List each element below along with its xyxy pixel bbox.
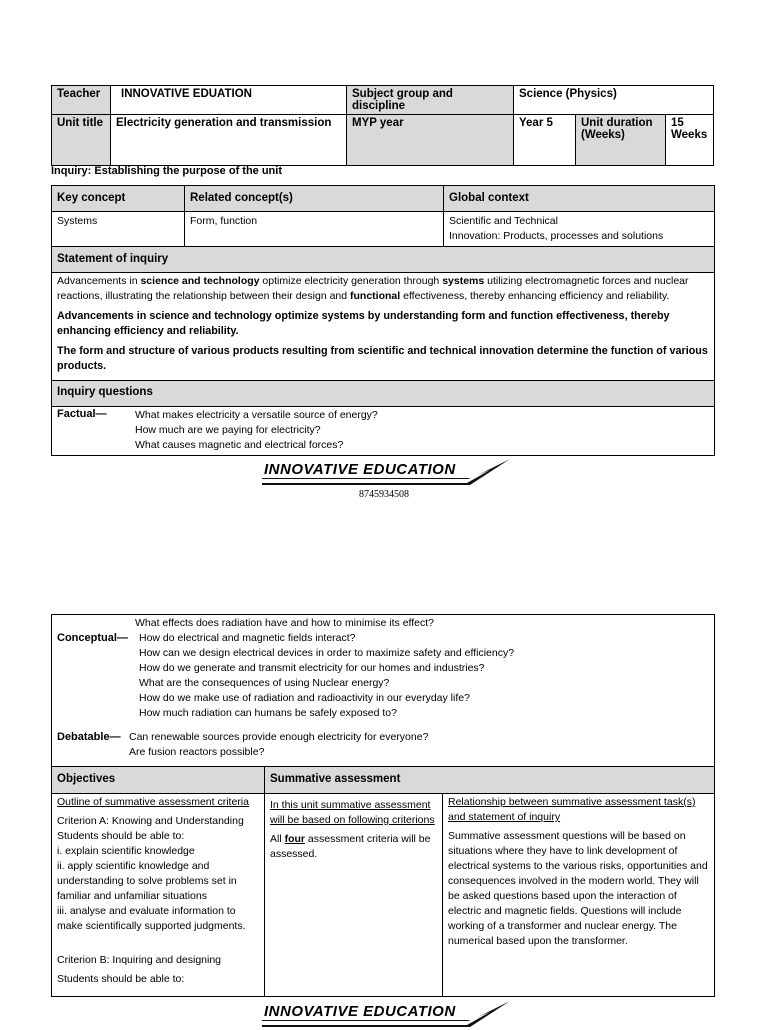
criterion-a: Criterion A: Knowing and Understanding — [57, 815, 244, 827]
global-context-exploration: Innovation: Products, processes and solutions — [449, 230, 664, 242]
statement-paragraph-1: Advancements in science and technology optimize electricity generation through systems utilizing electromagnetic forces and nuclear reactions, illustrating the relationship between their design and functional effectiveness, thereby enhancing efficiency and reliability. — [57, 275, 689, 302]
statement-paragraph-2: Advancements in science and technology optimize systems by understanding form and function effectiveness, thereby enhancing efficiency and reliability. — [57, 310, 670, 337]
unit-title-label: Unit title — [52, 115, 111, 166]
outline-heading: Outline of summative assessment criteria — [57, 796, 249, 808]
unit-title-value: Electricity generation and transmission — [111, 115, 347, 166]
innovative-education-logo — [262, 1000, 514, 1030]
summative-criteria-heading: In this unit summative assessment will be based on following criterions — [270, 799, 435, 826]
able-to-text: Students should be able to: — [57, 973, 185, 985]
factual-questions — [52, 407, 715, 456]
key-concept-label: Key concept — [52, 186, 185, 212]
conceptual-debatable-questions — [52, 615, 715, 767]
factual-question: What effects does radiation have and how to minimise its effect? — [135, 617, 435, 629]
objective-item: iii. analyse and evaluate information to make scientifically supported judgments. — [57, 905, 246, 932]
statement-heading: Statement of inquiry — [52, 247, 715, 273]
debatable-question: Can renewable sources provide enough electricity for everyone? — [129, 731, 429, 743]
conceptual-question: How do we generate and transmit electricity for our homes and industries? — [139, 662, 485, 674]
duration-value: 15 Weeks — [666, 115, 714, 166]
objectives-cell — [52, 794, 265, 997]
subject-label: Subject group and discipline — [347, 86, 514, 115]
assessment-table — [51, 614, 715, 997]
inquiry-questions-heading: Inquiry questions — [52, 381, 715, 407]
related-concepts-value: Form, function — [185, 212, 444, 247]
innovative-education-logo — [262, 458, 514, 488]
phone-number: 8745934508 — [359, 489, 409, 500]
concepts-table — [51, 185, 715, 456]
teacher-value: INNOVATIVE EDUATION — [111, 86, 347, 115]
myp-year-label: MYP year — [347, 115, 514, 166]
criterion-b: Criterion B: Inquiring and designing — [57, 954, 222, 966]
related-concepts-label: Related concept(s) — [185, 186, 444, 212]
teacher-label: Teacher — [52, 86, 111, 115]
objective-item: ii. apply scientific knowledge and understanding to solve problems set in familiar and unfamiliar situations — [57, 860, 237, 902]
conceptual-question: How can we design electrical devices in order to maximize safety and efficiency? — [139, 647, 515, 659]
debatable-question: Are fusion reactors possible? — [129, 746, 265, 758]
relationship-text: Summative assessment questions will be based on situations where they have to link development of electrical systems to the various risks, opportunities and consequences involved in the modern world. They will be asked questions based upon the interaction of electric and magnetic fields. Questions will include working of a transformer and nuclear energy. The numerical based upon the transformer. — [448, 830, 708, 947]
objective-item: i. explain scientific knowledge — [57, 845, 195, 857]
statement-paragraph-3: The form and structure of various products resulting from scientific and technical innovation determine the function of various products. — [57, 345, 708, 372]
key-concept-value: Systems — [52, 212, 185, 247]
global-context-label: Global context — [444, 186, 715, 212]
summative-criteria-text: All four assessment criteria will be assessed. — [270, 833, 431, 860]
duration-label: Unit duration (Weeks) — [576, 115, 666, 166]
global-context-value: Scientific and Technical — [449, 215, 558, 227]
factual-label: Factual— — [57, 408, 107, 420]
objectives-heading: Objectives — [52, 767, 265, 794]
unit-header-table — [51, 85, 714, 166]
inquiry-heading: Inquiry: Establishing the purpose of the unit — [51, 165, 282, 177]
factual-question: What causes magnetic and electrical forces? — [135, 439, 344, 451]
conceptual-question: What are the consequences of using Nuclear energy? — [139, 677, 390, 689]
summative-criteria-cell — [265, 794, 443, 997]
logo-text: INNOVATIVE EDUCATION — [264, 461, 456, 478]
relationship-heading: Relationship between summative assessment task(s) and statement of inquiry — [448, 796, 696, 823]
year-value: Year 5 — [514, 115, 576, 166]
statement-body — [52, 273, 715, 381]
logo-text: INNOVATIVE EDUCATION — [264, 1003, 456, 1020]
factual-question: How much are we paying for electricity? — [135, 424, 321, 436]
conceptual-label: Conceptual— — [57, 632, 128, 644]
conceptual-question: How do we make use of radiation and radioactivity in our everyday life? — [139, 692, 470, 704]
debatable-label: Debatable— — [57, 731, 121, 743]
summative-heading: Summative assessment — [265, 767, 715, 794]
relationship-cell — [443, 794, 715, 997]
conceptual-question: How much radiation can humans be safely exposed to? — [139, 707, 397, 719]
able-to-text: Students should be able to: — [57, 830, 185, 842]
factual-question: What makes electricity a versatile source of energy? — [135, 409, 378, 421]
conceptual-question: How do electrical and magnetic fields interact? — [139, 632, 356, 644]
subject-value: Science (Physics) — [514, 86, 714, 115]
